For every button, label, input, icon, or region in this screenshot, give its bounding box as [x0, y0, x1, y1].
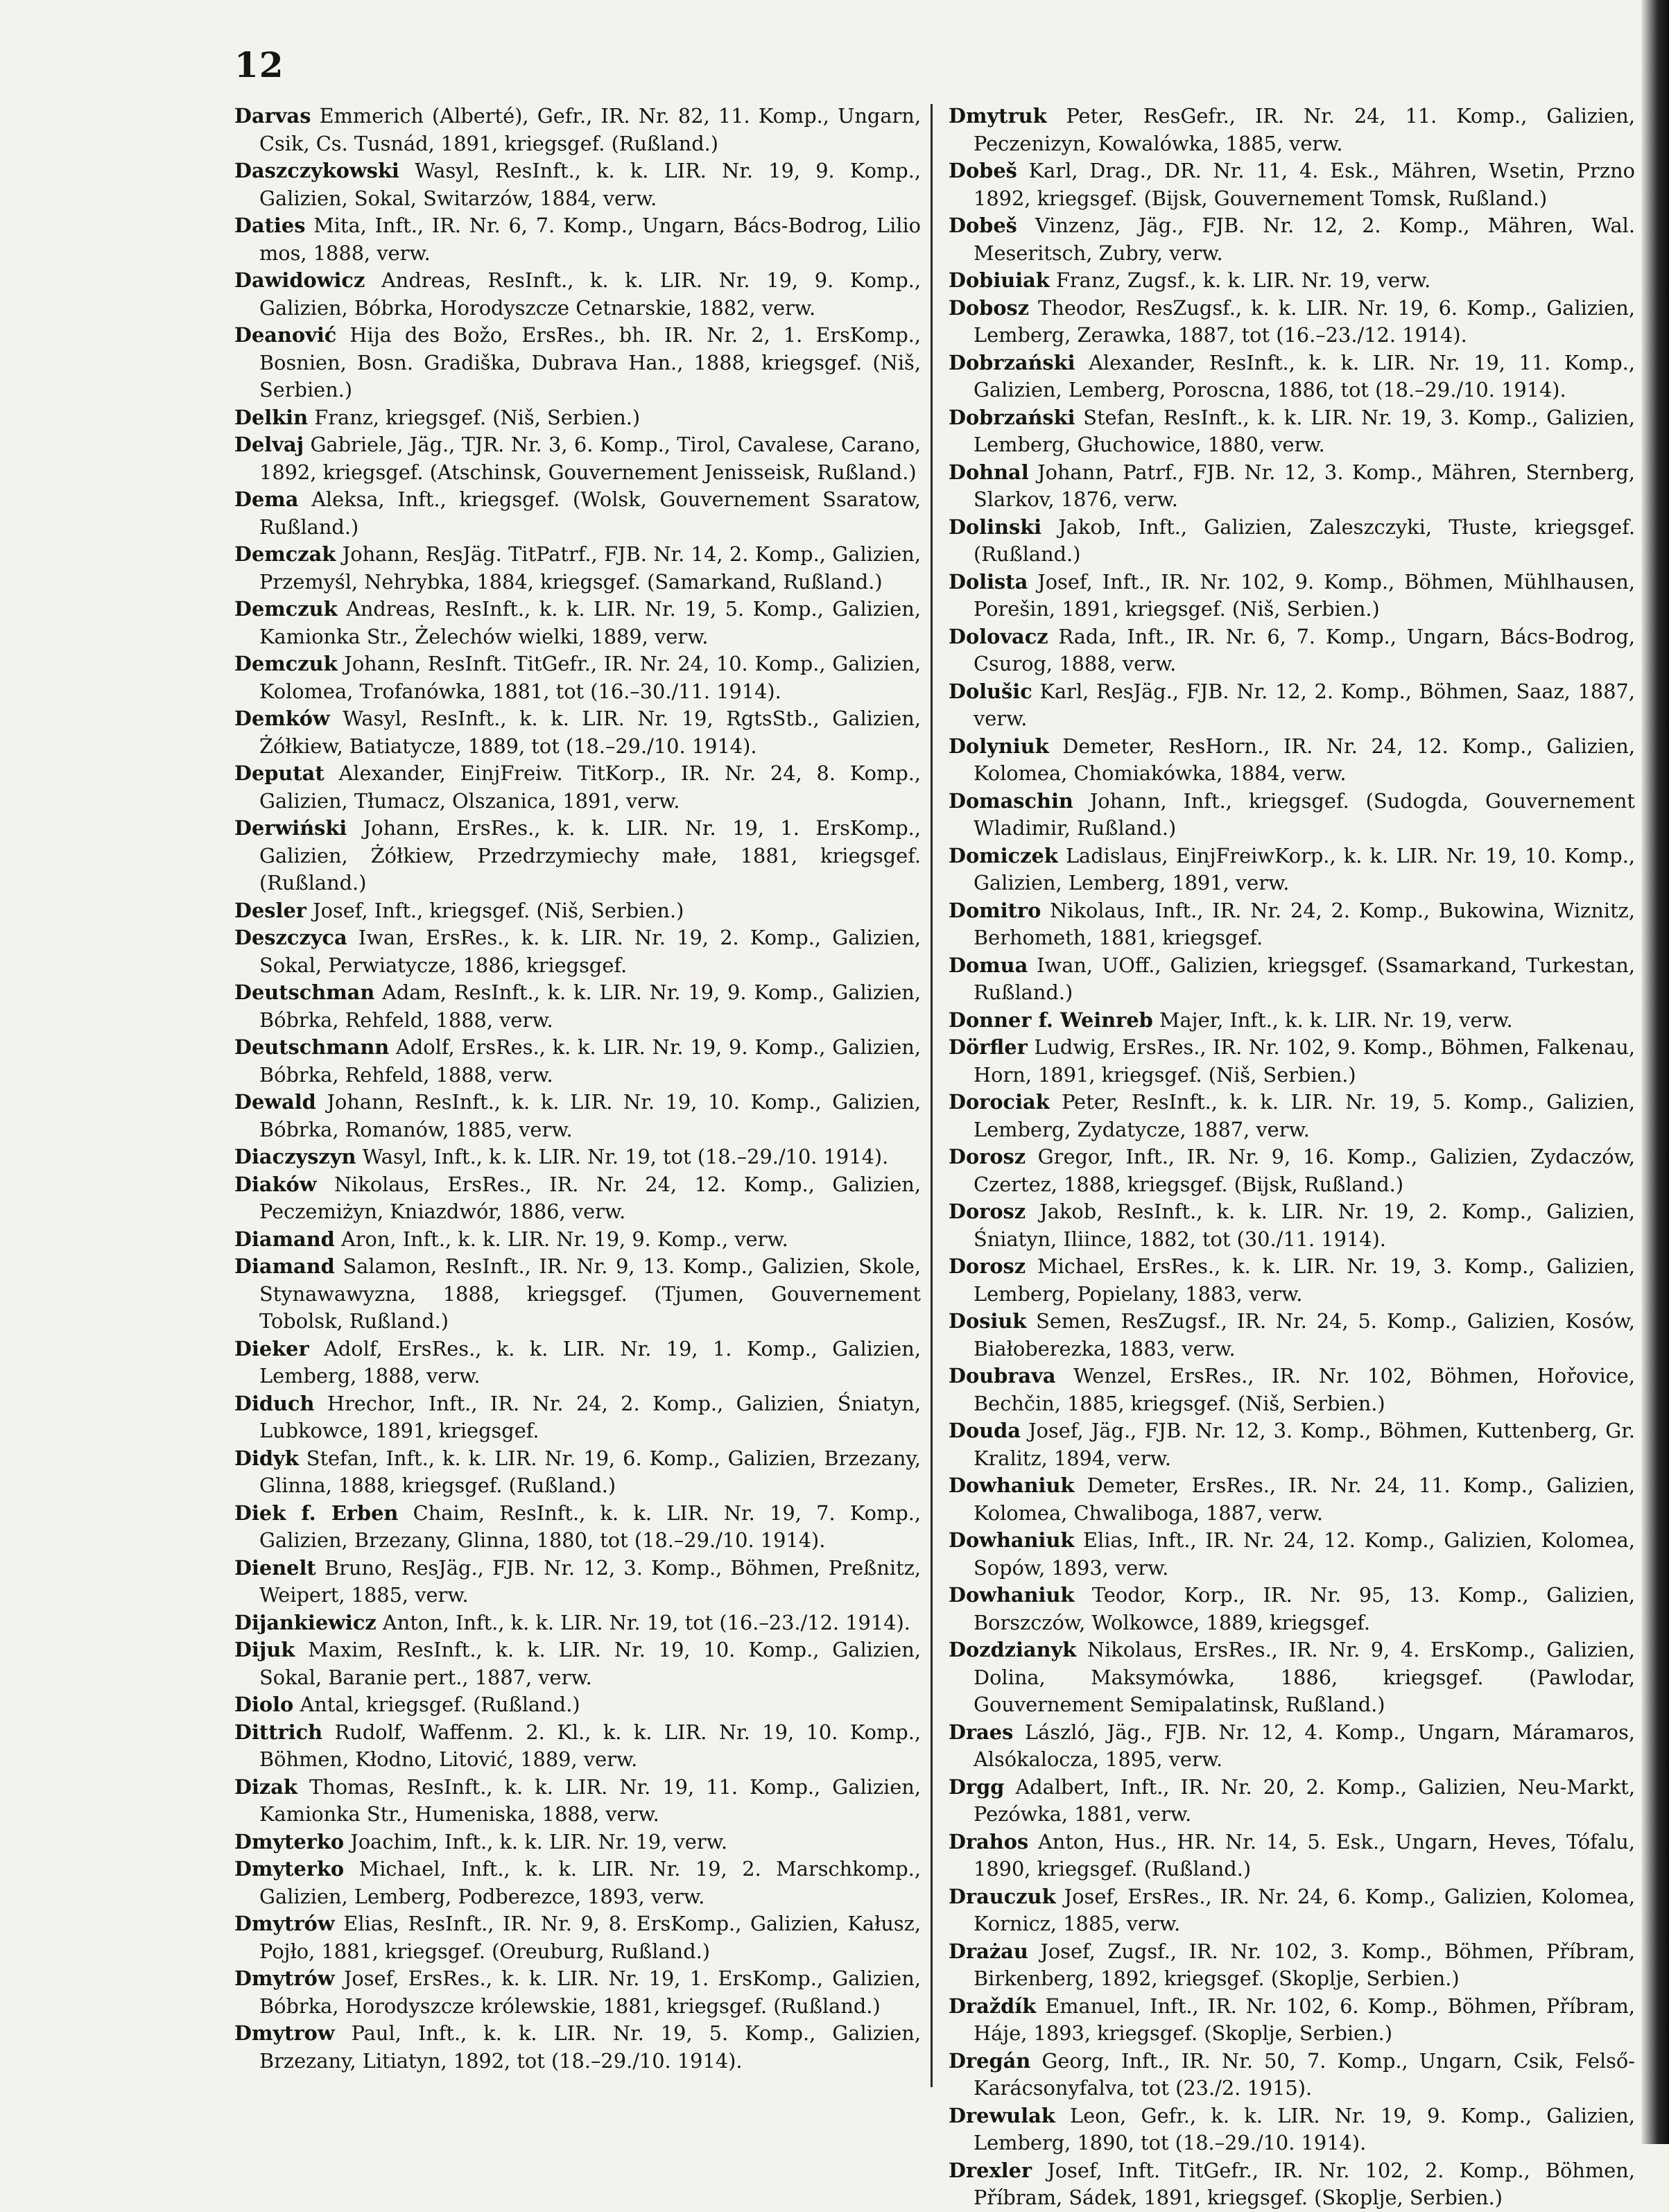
entry-details: Thomas, ResInft., k. k. LIR. Nr. 19, 11. Komp., Galizien, Kamionka Str., Humeniska, 1888, verw. [259, 1774, 921, 1826]
register-entry [949, 267, 1635, 295]
entry-details: Elias, ResInft., IR. Nr. 9, 8. ErsKomp., Galizien, Kałusz, Pojło, 1881, kriegsgef. (Oreuburg, Rußland.) [259, 1912, 922, 1963]
entry-details: Elias, Inft., IR. Nr. 24, 12. Komp., Galizien, Kolomea, Sopów, 1893, verw. [974, 1528, 1635, 1580]
register-entry [949, 1253, 1635, 1308]
register-entry [234, 322, 921, 404]
entry-surname: Diduch [234, 1391, 315, 1415]
register-entry [949, 349, 1635, 404]
entry-details: Alexander, EinjFreiw. TitKorp., IR. Nr. 24, 8. Komp., Galizien, Tłumacz, Olszanica, 1891, verw. [259, 761, 921, 813]
entry-details: Stefan, Inft., k. k. LIR. Nr. 19, 6. Komp., Galizien, Brzezany, Glinna, 1888, kriegsgef. (Rußland.) [259, 1446, 921, 1497]
entry-surname: Darvas [234, 104, 311, 128]
register-entry [949, 678, 1635, 733]
entry-details: Emanuel, Inft., IR. Nr. 102, 6. Komp., Böhmen, Příbram, Háje, 1893, kriegsgef. (Skoplje, Serbien.) [974, 1994, 1636, 2045]
entry-details: Majer, Inft., k. k. LIR. Nr. 19, verw. [1159, 1008, 1513, 1032]
entry-surname: Dorosz [949, 1145, 1026, 1168]
register-entry [949, 1774, 1635, 1829]
entry-details: Bruno, ResJäg., FJB. Nr. 12, 3. Komp., Böhmen, Preßnitz, Weipert, 1885, verw. [259, 1555, 921, 1607]
entry-surname: Derwiński [234, 816, 347, 840]
entry-surname: Dolušic [949, 679, 1032, 703]
register-entry [234, 1226, 921, 1254]
entry-surname: Drauczuk [949, 1884, 1056, 1908]
entry-surname: Dorosz [949, 1254, 1026, 1278]
register-entry [949, 1034, 1635, 1089]
register-entry [234, 404, 921, 432]
entry-surname: Diamand [234, 1254, 335, 1278]
entry-details: Peter, ResInft., k. k. LIR. Nr. 19, 5. Komp., Galizien, Lemberg, Zydatycze, 1887, verw. [974, 1090, 1635, 1141]
register-entry [949, 1363, 1635, 1417]
entry-details: Karl, ResJäg., FJB. Nr. 12, 2. Komp., Böhmen, Saaz, 1887, verw. [974, 679, 1636, 730]
register-entry [949, 1883, 1635, 1938]
register-entry [234, 157, 921, 212]
register-entry [234, 1910, 921, 1965]
register-entry [949, 569, 1635, 623]
entry-details: Johann, Patrf., FJB. Nr. 12, 3. Komp., Mähren, Sternberg, Slarkov, 1876, verw. [974, 460, 1636, 511]
register-entry [949, 733, 1635, 788]
register-entry [949, 157, 1635, 212]
entry-surname: Diaków [234, 1172, 317, 1196]
register-entry [949, 1143, 1635, 1198]
entry-surname: Didyk [234, 1446, 299, 1470]
register-entry [234, 1336, 921, 1390]
entry-details: Nikolaus, ErsRes., IR. Nr. 9, 4. ErsKomp., Galizien, Dolina, Maksymówka, 1886, kriegsgef. (Pawlodar, Gouvernement Semipalatinsk, Rußland.) [974, 1638, 1635, 1716]
entry-surname: Domua [949, 953, 1028, 977]
entry-details: Rudolf, Waffenm. 2. Kl., k. k. LIR. Nr. 19, 10. Komp., Böhmen, Kłodno, Litović, 1889, verw. [259, 1720, 921, 1771]
entry-surname: Dolinski [949, 515, 1042, 539]
register-entry [234, 267, 921, 322]
entry-details: Gregor, Inft., IR. Nr. 9, 16. Komp., Galizien, Zydaczów, Czertez, 1888, kriegsgef. (Bijsk, Rußland.) [974, 1145, 1635, 1196]
register-entry [234, 1171, 921, 1226]
entry-details: Hija des Božo, ErsRes., bh. IR. Nr. 2, 1. ErsKomp., Bosnien, Bosn. Gradiška, Dubrava Han., 1888, kriegsgef. (Niš, Serbien.) [259, 323, 922, 401]
register-entry [234, 1829, 921, 1856]
entry-surname: Daszczykowski [234, 159, 399, 182]
entry-details: Georg, Inft., IR. Nr. 50, 7. Komp., Ungarn, Csik, Felső-Karácsonyfalva, tot (23./2. 1915). [974, 2048, 1635, 2100]
entry-surname: Diek f. Erben [234, 1501, 399, 1525]
register-entry [949, 623, 1635, 678]
entry-surname: Dobeš [949, 214, 1017, 237]
entry-surname: Dmytrów [234, 1967, 335, 1990]
entry-details: Johann, ResJäg. TitPatrf., FJB. Nr. 14, 2. Komp., Galizien, Przemyśl, Nehrybka, 1884, kriegsgef. (Samarkand, Rußland.) [259, 542, 922, 594]
entry-details: Antal, kriegsgef. (Rußland.) [300, 1693, 580, 1716]
entry-details: Andreas, ResInft., k. k. LIR. Nr. 19, 9. Komp., Galizien, Bóbrka, Horodyszcze Cetnarskie, 1882, verw. [259, 268, 922, 320]
entry-surname: Deutschmann [234, 1035, 390, 1059]
left-column [234, 103, 921, 2075]
entry-details: Wasyl, ResInft., k. k. LIR. Nr. 19, 9. Komp., Galizien, Sokal, Switarzów, 1884, verw. [259, 159, 921, 210]
register-entry [234, 650, 921, 705]
entry-surname: Delvaj [234, 433, 304, 456]
entry-surname: Dorosz [949, 1200, 1026, 1223]
page-number: 12 [234, 44, 284, 85]
entry-surname: Donner f. Weinreb [949, 1008, 1153, 1032]
register-entry [234, 486, 921, 541]
entry-surname: Drażau [949, 1939, 1028, 1963]
entry-details: Josef, Inft. TitGefr., IR. Nr. 102, 2. Komp., Böhmen, Příbram, Sádek, 1891, kriegsgef. (Skoplje, Serbien.) [974, 2158, 1635, 2209]
entry-surname: Demczak [234, 542, 336, 566]
entry-details: Johann, Inft., kriegsgef. (Sudogda, Gouvernement Wladimir, Rußland.) [974, 788, 1635, 840]
entry-details: Franz, kriegsgef. (Niš, Serbien.) [314, 405, 641, 429]
entry-details: Johann, ResInft. TitGefr., IR. Nr. 24, 10. Komp., Galizien, Kolomea, Trofanówka, 1881, tot (16.–30./11. 1914). [259, 652, 921, 703]
entry-details: Franz, Zugsf., k. k. LIR. Nr. 19, verw. [1055, 268, 1431, 292]
entry-details: Semen, ResZugsf., IR. Nr. 24, 5. Komp., Galizien, Kosów, Białoberezka, 1883, verw. [974, 1309, 1635, 1360]
entry-details: Josef, Jäg., FJB. Nr. 12, 3. Komp., Böhmen, Kuttenberg, Gr. Kralitz, 1894, verw. [974, 1419, 1636, 1470]
entry-surname: Drexler [949, 2158, 1032, 2182]
register-entry [949, 103, 1635, 157]
entry-details: Hrechor, Inft., IR. Nr. 24, 2. Komp., Galizien, Śniatyn, Lubkowce, 1891, kriegsgef. [259, 1391, 921, 1442]
entry-surname: Dobiuiak [949, 268, 1050, 292]
entry-surname: Desler [234, 898, 306, 922]
entry-surname: Deutschman [234, 980, 375, 1004]
register-entry [234, 1034, 921, 1089]
register-entry [234, 1636, 921, 1691]
entry-details: Jakob, ResInft., k. k. LIR. Nr. 19, 2. Komp., Galizien, Śniatyn, Iliince, 1882, tot (30./11. 1914). [974, 1200, 1635, 1251]
entry-details: Theodor, ResZugsf., k. k. LIR. Nr. 19, 6. Komp., Galizien, Lemberg, Zerawka, 1887, tot (16.–23./12. 1914). [974, 295, 1635, 347]
register-entry [949, 404, 1635, 459]
register-entry [949, 2102, 1635, 2157]
entry-surname: Dawidowicz [234, 268, 365, 292]
entry-details: Johann, ResInft., k. k. LIR. Nr. 19, 10. Komp., Galizien, Bóbrka, Romanów, 1885, verw. [259, 1090, 922, 1141]
register-entry [234, 596, 921, 650]
entry-details: Wasyl, ResInft., k. k. LIR. Nr. 19, RgtsStb., Galizien, Żółkiew, Batiatycze, 1889, tot (18.–29./10. 1914). [259, 707, 921, 758]
register-entry [234, 924, 921, 979]
entry-details: Gabriele, Jäg., TJR. Nr. 3, 6. Komp., Tirol, Cavalese, Carano, 1892, kriegsgef. (Atschinsk, Gouvernement Jenisseisk, Rußland.) [259, 433, 922, 484]
register-entry [949, 897, 1635, 952]
entry-details: Jakob, Inft., Galizien, Zaleszczyki, Tłuste, kriegsgef. (Rußland.) [974, 515, 1635, 566]
register-entry [234, 1555, 921, 1609]
entry-surname: Draždík [949, 1994, 1037, 2018]
entry-details: Johann, ErsRes., k. k. LIR. Nr. 19, 1. ErsKomp., Galizien, Żółkiew, Przedrzymiechy małe, 1881, kriegsgef. (Rußland.) [259, 816, 921, 895]
entry-details: Iwan, UOff., Galizien, kriegsgef. (Ssamarkand, Turkestan, Rußland.) [974, 953, 1636, 1004]
entry-surname: Dowhaniuk [949, 1583, 1075, 1607]
entry-details: Wenzel, ErsRes., IR. Nr. 102, Böhmen, Hořovice, Bechčin, 1885, kriegsgef. (Niš, Serbien.) [974, 1364, 1635, 1415]
column-divider [931, 104, 933, 2087]
register-entry [234, 1609, 921, 1637]
register-entry [949, 1636, 1635, 1719]
entry-surname: Doubrava [949, 1364, 1056, 1388]
entry-surname: Domaschin [949, 788, 1073, 813]
register-entry [234, 815, 921, 897]
register-entry [234, 212, 921, 267]
register-entry [234, 760, 921, 815]
register-entry [234, 431, 921, 486]
register-entry [949, 1308, 1635, 1363]
entry-details: Nikolaus, Inft., IR. Nr. 24, 2. Komp., Bukowina, Wiznitz, Berhometh, 1881, kriegsgef. [974, 898, 1635, 949]
entry-details: László, Jäg., FJB. Nr. 12, 4. Komp., Ungarn, Máramaros, Alsókalocza, 1895, verw. [974, 1720, 1635, 1771]
entry-surname: Deputat [234, 761, 325, 785]
register-entry [234, 979, 921, 1034]
entry-surname: Domiczek [949, 843, 1058, 867]
entry-details: Joachim, Inft., k. k. LIR. Nr. 19, verw. [350, 1829, 727, 1854]
register-entry [234, 1089, 921, 1143]
register-entry [234, 1965, 921, 2020]
entry-details: Michael, ErsRes., k. k. LIR. Nr. 19, 3. Komp., Galizien, Lemberg, Popielany, 1883, verw. [974, 1254, 1636, 1306]
register-entry [949, 952, 1635, 1007]
entry-surname: Dmyterko [234, 1829, 345, 1854]
register-entry [949, 212, 1635, 267]
entry-details: Anton, Hus., HR. Nr. 14, 5. Esk., Ungarn, Heves, Tófalu, 1890, kriegsgef. (Rußland.) [974, 1829, 1635, 1881]
register-entry [949, 514, 1635, 569]
entry-surname: Dobeš [949, 159, 1017, 182]
entry-surname: Dijuk [234, 1638, 295, 1661]
register-entry [234, 1691, 921, 1719]
entry-surname: Delkin [234, 405, 309, 429]
entry-details: Iwan, ErsRes., k. k. LIR. Nr. 19, 2. Komp., Galizien, Sokal, Perwiatycze, 1886, kriegsgef. [259, 926, 921, 977]
entry-details: Demeter, ResHorn., IR. Nr. 24, 12. Komp., Galizien, Kolomea, Chomiakówka, 1884, verw. [974, 734, 1635, 785]
entry-surname: Dmytruk [949, 104, 1047, 128]
entry-details: Demeter, ErsRes., IR. Nr. 24, 11. Komp., Galizien, Kolomea, Chwaliboga, 1887, verw. [974, 1474, 1635, 1525]
entry-surname: Dosiuk [949, 1309, 1027, 1333]
entry-details: Michael, Inft., k. k. LIR. Nr. 19, 2. Marschkomp., Galizien, Lemberg, Podberezce, 1893, verw. [259, 1857, 922, 1908]
entry-details: Josef, ErsRes., IR. Nr. 24, 6. Komp., Galizien, Kolomea, Kornicz, 1885, verw. [974, 1884, 1635, 1935]
entry-surname: Dittrich [234, 1720, 323, 1744]
entry-details: Teodor, Korp., IR. Nr. 95, 13. Komp., Galizien, Borszczów, Wolkowce, 1889, kriegsgef. [974, 1583, 1635, 1634]
register-entry [949, 1993, 1635, 2048]
entry-surname: Dieker [234, 1336, 309, 1360]
entry-surname: Diamand [234, 1227, 335, 1251]
entry-details: Anton, Inft., k. k. LIR. Nr. 19, tot (16.–23./12. 1914). [382, 1610, 910, 1634]
entry-surname: Drgg [949, 1774, 1005, 1799]
entry-details: Andreas, ResInft., k. k. LIR. Nr. 19, 5. Komp., Galizien, Kamionka Str., Żelechów wielki, 1889, verw. [259, 597, 922, 648]
entry-details: Maxim, ResInft., k. k. LIR. Nr. 19, 10. Komp., Galizien, Sokal, Baranie pert., 1887, verw. [259, 1638, 921, 1689]
entry-surname: Dregán [949, 2048, 1031, 2073]
entry-surname: Dienelt [234, 1555, 316, 1580]
register-entry [234, 1445, 921, 1500]
register-entry [949, 459, 1635, 514]
register-entry [949, 1472, 1635, 1527]
register-entry [949, 2048, 1635, 2102]
entry-details: Josef, Inft., IR. Nr. 102, 9. Komp., Böhmen, Mühlhausen, Porešin, 1891, kriegsgef. (Niš, Serbien.) [974, 569, 1635, 621]
entry-details: Josef, Inft., kriegsgef. (Niš, Serbien.) [313, 898, 684, 922]
entry-surname: Demków [234, 707, 330, 730]
register-entry [234, 103, 921, 157]
entry-surname: Dewald [234, 1090, 316, 1114]
entry-surname: Dowhaniuk [949, 1474, 1075, 1497]
register-entry [234, 1390, 921, 1445]
entry-surname: Deszczyca [234, 926, 347, 949]
entry-details: Leon, Gefr., k. k. LIR. Nr. 19, 9. Komp., Galizien, Lemberg, 1890, tot (18.–29./10. 1914). [974, 2103, 1636, 2154]
entry-surname: Domitro [949, 898, 1041, 922]
entry-details: Emmerich (Alberté), Gefr., IR. Nr. 82, 11. Komp., Ungarn, Csik, Cs. Tusnád, 1891, kriegsgef. (Rußland.) [259, 104, 921, 155]
entry-details: Ladislaus, EinjFreiwKorp., k. k. LIR. Nr. 19, 10. Komp., Galizien, Lemberg, 1891, verw. [974, 843, 1635, 895]
register-entry [949, 295, 1635, 349]
entry-surname: Diaczyszyn [234, 1145, 356, 1168]
entry-details: Vinzenz, Jäg., FJB. Nr. 12, 2. Komp., Mähren, Wal. Meseritsch, Zubry, verw. [974, 214, 1636, 265]
register-entry [234, 541, 921, 596]
entry-surname: Dozdzianyk [949, 1638, 1077, 1661]
register-entry [949, 788, 1635, 843]
entry-surname: Dorociak [949, 1090, 1050, 1114]
entry-details: Aron, Inft., k. k. LIR. Nr. 19, 9. Komp., verw. [340, 1227, 788, 1251]
entry-details: Alexander, ResInft., k. k. LIR. Nr. 19, 11. Komp., Galizien, Lemberg, Poroscna, 1886, tot (18.–29./10. 1914). [974, 350, 1635, 401]
entry-surname: Dolista [949, 569, 1028, 594]
register-entry [234, 1500, 921, 1555]
entry-surname: Dobrzański [949, 405, 1075, 429]
entry-details: Adolf, ErsRes., k. k. LIR. Nr. 19, 9. Komp., Galizien, Bóbrka, Rehfeld, 1888, verw. [259, 1035, 921, 1087]
register-entry [234, 1253, 921, 1336]
entry-details: Salamon, ResInft., IR. Nr. 9, 13. Komp., Galizien, Skole, Stynawawyzna, 1888, kriegsgef. (Tjumen, Gouvernement Tobolsk, Rußland.) [259, 1254, 921, 1333]
entry-surname: Dobosz [949, 295, 1030, 320]
entry-surname: Deanović [234, 323, 337, 347]
register-entry [949, 1829, 1635, 1883]
entry-details: Josef, ErsRes., k. k. LIR. Nr. 19, 1. ErsKomp., Galizien, Bóbrka, Horodyszcze królewskie, 1881, kriegsgef. (Rußland.) [259, 1967, 921, 2018]
entry-surname: Demczuk [234, 652, 338, 675]
register-entry [234, 1856, 921, 1910]
register-entry [234, 897, 921, 925]
entry-surname: Dolovacz [949, 624, 1048, 648]
register-entry [949, 1007, 1635, 1035]
register-entry [949, 1527, 1635, 1582]
entry-surname: Demczuk [234, 597, 338, 621]
entry-surname: Dobrzański [949, 350, 1075, 374]
entry-surname: Douda [949, 1419, 1021, 1442]
register-entry [949, 2157, 1635, 2212]
entry-surname: Dörfler [949, 1035, 1028, 1059]
entry-surname: Draes [949, 1720, 1014, 1744]
entry-details: Aleksa, Inft., kriegsgef. (Wolsk, Gouvernement Ssaratow, Rußland.) [259, 487, 921, 539]
entry-details: Paul, Inft., k. k. LIR. Nr. 19, 5. Komp., Galizien, Brzezany, Litiatyn, 1892, tot (18.–29./10. 1914). [259, 2021, 921, 2073]
entry-surname: Dowhaniuk [949, 1528, 1075, 1552]
entry-details: Mita, Inft., IR. Nr. 6, 7. Komp., Ungarn, Bács-Bodrog, Lilio mos, 1888, verw. [259, 214, 921, 265]
entry-details: Adalbert, Inft., IR. Nr. 20, 2. Komp., Galizien, Neu-Markt, Pezówka, 1881, verw. [974, 1774, 1636, 1826]
entry-surname: Daties [234, 214, 306, 237]
register-entry [234, 1774, 921, 1829]
register-entry [949, 1089, 1635, 1143]
entry-surname: Dijankiewicz [234, 1610, 377, 1634]
entry-details: Adam, ResInft., k. k. LIR. Nr. 19, 9. Komp., Galizien, Bóbrka, Rehfeld, 1888, verw. [259, 980, 922, 1032]
register-entry [234, 2020, 921, 2075]
entry-details: Chaim, ResInft., k. k. LIR. Nr. 19, 7. Komp., Galizien, Brzezany, Glinna, 1880, tot (18.–29./10. 1914). [259, 1501, 921, 1552]
entry-surname: Diolo [234, 1693, 294, 1716]
entry-details: Nikolaus, ErsRes., IR. Nr. 24, 12. Komp., Galizien, Peczemiżyn, Kniazdwór, 1886, verw. [259, 1172, 921, 1223]
entry-details: Stefan, ResInft., k. k. LIR. Nr. 19, 3. Komp., Galizien, Lemberg, Głuchowice, 1880, verw. [974, 405, 1635, 456]
register-entry [234, 705, 921, 760]
entry-surname: Dizak [234, 1774, 297, 1799]
entry-surname: Drewulak [949, 2103, 1055, 2127]
register-entry [949, 1719, 1635, 1774]
entry-surname: Dolyniuk [949, 734, 1049, 758]
entry-surname: Drahos [949, 1829, 1029, 1854]
register-entry [234, 1143, 921, 1171]
register-entry [949, 1938, 1635, 1993]
register-entry [949, 1417, 1635, 1472]
entry-surname: Dohnal [949, 460, 1029, 484]
entry-details: Peter, ResGefr., IR. Nr. 24, 11. Komp., Galizien, Peczenizyn, Kowalówka, 1885, verw. [974, 104, 1635, 155]
entry-surname: Dmytrów [234, 1912, 335, 1935]
entry-surname: Dema [234, 487, 299, 511]
register-entry [949, 1198, 1635, 1253]
register-entry [949, 843, 1635, 897]
entry-details: Wasyl, Inft., k. k. LIR. Nr. 19, tot (18.–29./10. 1914). [362, 1145, 889, 1168]
entry-details: Rada, Inft., IR. Nr. 6, 7. Komp., Ungarn, Bács-Bodrog, Csurog, 1888, verw. [974, 624, 1636, 675]
entry-details: Ludwig, ErsRes., IR. Nr. 102, 9. Komp., Böhmen, Falkenau, Horn, 1891, kriegsgef. (Niš, Serbien.) [974, 1035, 1635, 1087]
register-entry [949, 1582, 1635, 1636]
entry-surname: Dmytrow [234, 2021, 335, 2045]
entry-surname: Dmyterko [234, 1857, 345, 1881]
scan-border [1641, 0, 1669, 2144]
entry-details: Karl, Drag., DR. Nr. 11, 4. Esk., Mähren, Wsetin, Przno 1892, kriegsgef. (Bijsk, Gouvernement Tomsk, Rußland.) [974, 159, 1635, 210]
register-entry [234, 1719, 921, 1774]
entry-details: Adolf, ErsRes., k. k. LIR. Nr. 19, 1. Komp., Galizien, Lemberg, 1888, verw. [259, 1336, 922, 1388]
entry-details: Josef, Zugsf., IR. Nr. 102, 3. Komp., Böhmen, Příbram, Birkenberg, 1892, kriegsgef. (Skoplje, Serbien.) [974, 1939, 1636, 1990]
right-column [949, 103, 1635, 2212]
